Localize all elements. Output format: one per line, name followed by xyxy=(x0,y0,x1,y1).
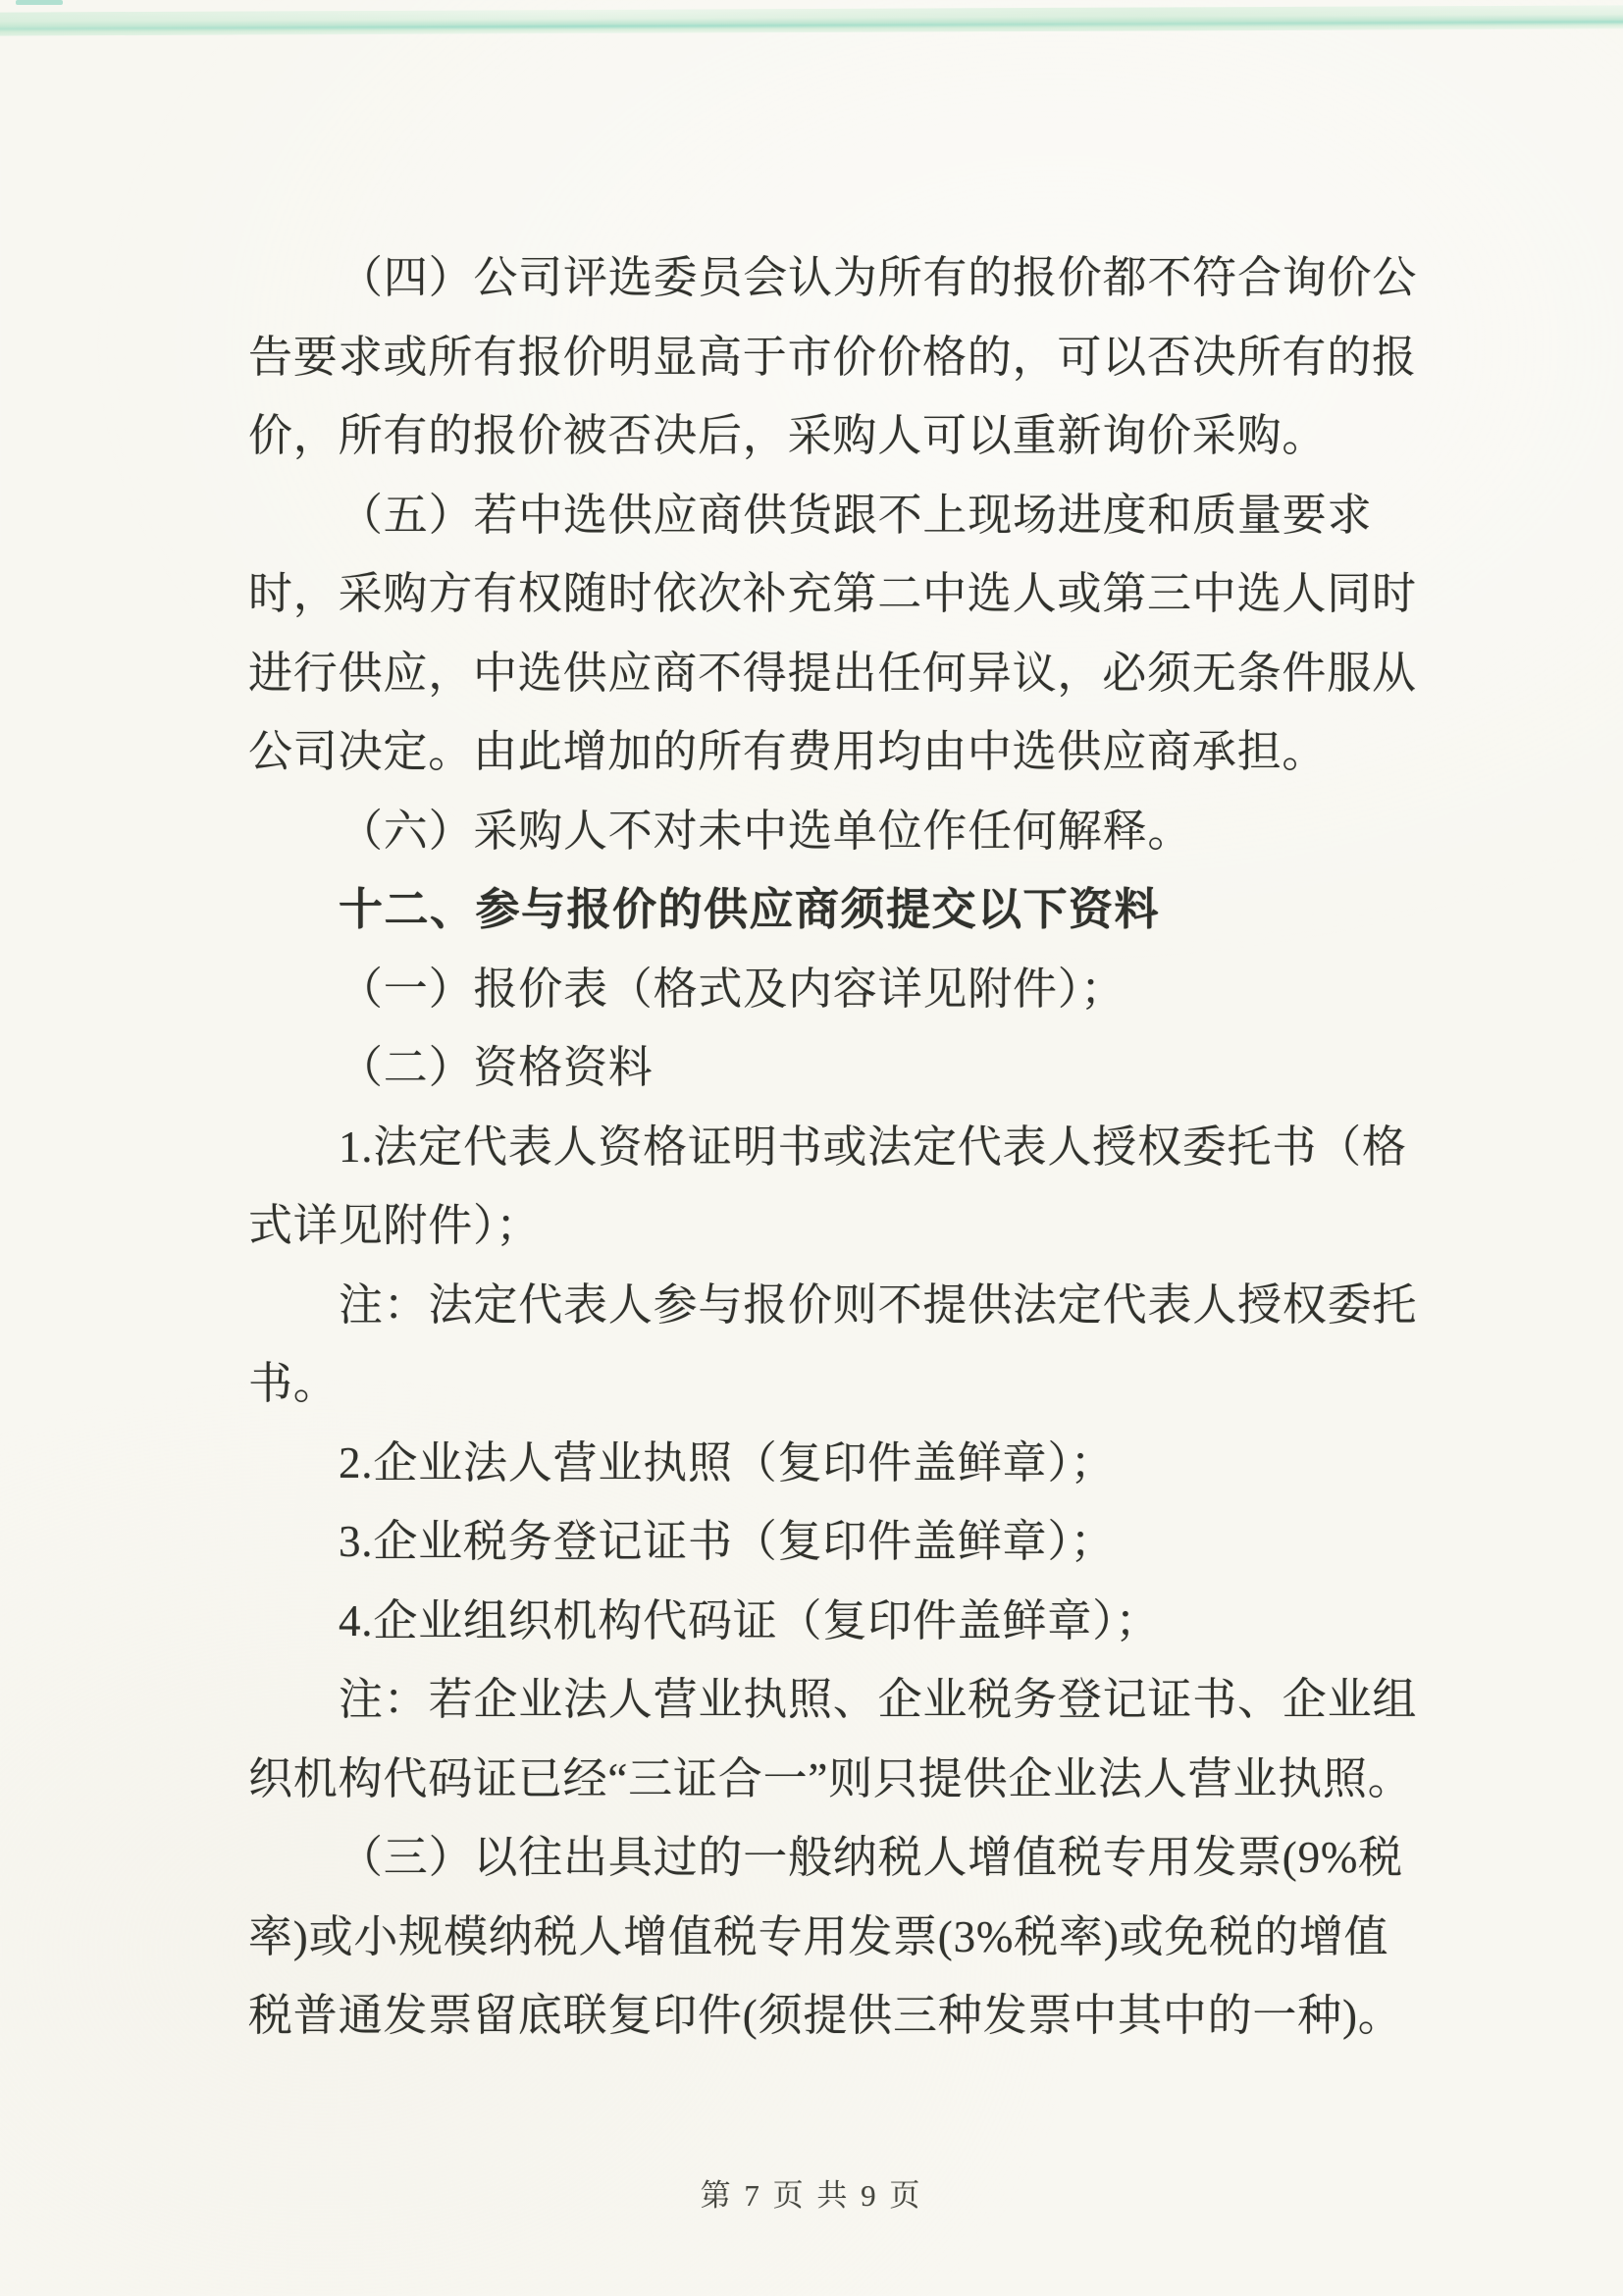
doc-line: （五）若中选供应商供货跟不上现场进度和质量要求 xyxy=(339,490,1373,540)
doc-line: 告要求或所有报价明显高于市价价格的，可以否决所有的报 xyxy=(248,332,1417,382)
doc-line: （二）资格资料 xyxy=(339,1043,654,1092)
doc-line: 税普通发票留底联复印件(须提供三种发票中其中的一种)。 xyxy=(248,1991,1403,2040)
doc-line: 公司决定。由此增加的所有费用均由中选供应商承担。 xyxy=(248,727,1328,776)
doc-line: 织机构代码证已经“三证合一”则只提供企业法人营业执照。 xyxy=(248,1753,1413,1803)
doc-line: 书。 xyxy=(248,1359,339,1408)
doc-line: 3.企业税务登记证书（复印件盖鲜章）； xyxy=(339,1517,1116,1566)
scan-corner-mark xyxy=(16,0,63,5)
doc-line: 进行供应，中选供应商不得提出任何异议，必须无条件服从 xyxy=(248,648,1417,698)
doc-line: 2.企业法人营业执照（复印件盖鲜章）； xyxy=(339,1437,1116,1487)
document-body xyxy=(248,238,1416,2056)
doc-line: 价，所有的报价被否决后，采购人可以重新询价采购。 xyxy=(248,411,1328,460)
doc-line: 4.企业组织机构代码证（复印件盖鲜章）； xyxy=(339,1595,1161,1645)
doc-line: （三）以往出具过的一般纳税人增值税专用发票(9%税 xyxy=(339,1833,1403,1882)
page-footer xyxy=(0,2170,1623,2215)
doc-line: （六）采购人不对未中选单位作任何解释。 xyxy=(339,806,1193,856)
scan-top-band xyxy=(0,5,1623,35)
doc-line: 注：法定代表人参与报价则不提供法定代表人授权委托 xyxy=(339,1279,1418,1330)
doc-line: （一）报价表（格式及内容详见附件）； xyxy=(339,964,1126,1014)
doc-line: 1.法定代表人资格证明书或法定代表人授权委托书（格 xyxy=(339,1122,1407,1172)
doc-line: 式详见附件）； xyxy=(248,1201,542,1250)
doc-line: 率)或小规模纳税人增值税专用发票(3%税率)或免税的增值 xyxy=(248,1911,1389,1961)
doc-line: 注：若企业法人营业执照、企业税务登记证书、企业组 xyxy=(339,1675,1418,1724)
page-number-label: 第 7 页 共 9 页 xyxy=(700,2178,923,2213)
doc-line: （四）公司评选委员会认为所有的报价都不符合询价公 xyxy=(339,253,1418,302)
doc-line: 十二、参与报价的供应商须提交以下资料 xyxy=(339,884,1161,934)
doc-line: 时，采购方有权随时依次补充第二中选人或第三中选人同时 xyxy=(248,569,1417,618)
